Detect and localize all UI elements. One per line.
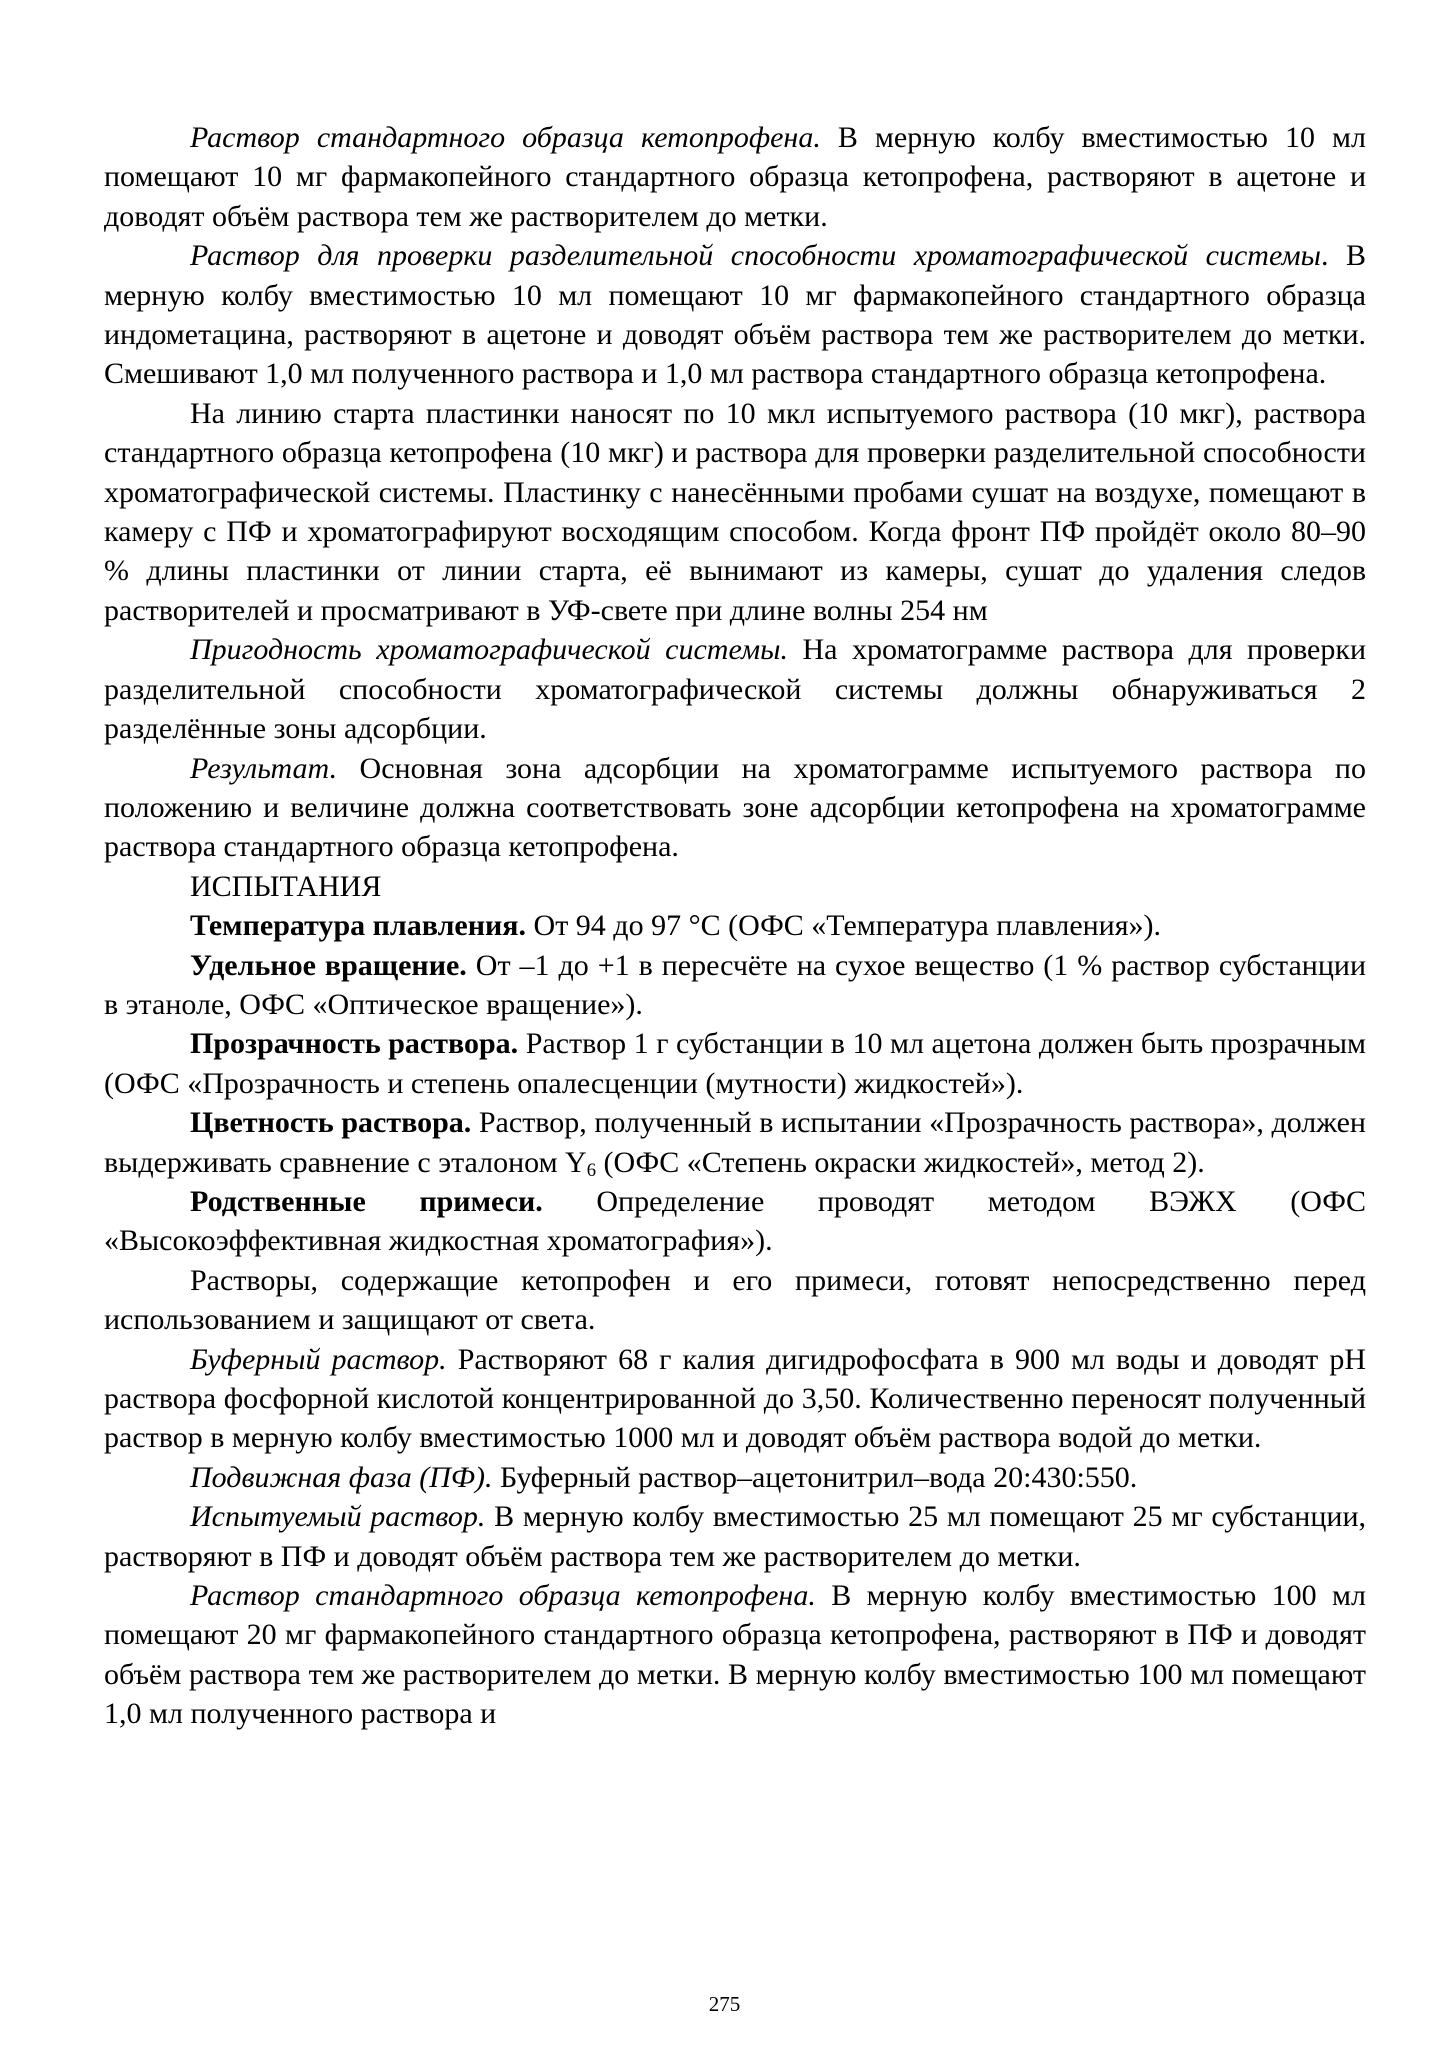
test-title: Цветность раствора. xyxy=(190,1106,472,1140)
paragraph-test-solution xyxy=(104,1497,1366,1576)
test-title: Температура плавления. xyxy=(190,909,527,943)
paragraph-text: В мерную колбу вместимостью 100 мл помещают 20 мг фармакопейного стандартного образца кетопрофена, растворяют в ПФ и доводят объём раствора тем же растворителем до метки. В мерную колбу вместимостью 100 мл помещают 1,0 мл полученного раствора и xyxy=(104,1579,1366,1731)
test-title: Прозрачность раствора. xyxy=(190,1027,519,1061)
section-heading-tests: ИСПЫТАНИЯ xyxy=(190,869,382,903)
test-title: Родственные примеси. xyxy=(190,1184,543,1218)
page-number: 275 xyxy=(708,1992,741,2016)
subscript: 6 xyxy=(586,1159,597,1181)
test-color xyxy=(104,1103,1366,1182)
paragraph-standard-solution xyxy=(104,118,1366,236)
test-text: (ОФС «Степень окраски жидкостей», метод 2). xyxy=(596,1145,1205,1179)
paragraph-lead: Подвижная фаза (ПФ). xyxy=(190,1460,493,1494)
page-body xyxy=(104,118,1366,1734)
paragraph-lead: Раствор стандартного образца кетопрофена. xyxy=(190,1579,816,1613)
test-related-impurities xyxy=(104,1182,1366,1261)
test-text: Раствор 1 г субстанции в 10 мл ацетона должен быть прозрачным (ОФС «Прозрачность и степень опалесценции (мутности) жидкостей»). xyxy=(104,1027,1366,1100)
paragraph-resolution-solution xyxy=(104,236,1366,394)
paragraph-lead: Результат. xyxy=(190,751,338,785)
paragraph-buffer-solution xyxy=(104,1340,1366,1458)
paragraph-text: В мерную колбу вместимостью 10 мл помещают 10 мг фармакопейного стандартного образца кетопрофена, растворяют в ацетоне и доводят объём раствора тем же растворителем до метки. xyxy=(104,121,1366,233)
paragraph-light-protection xyxy=(104,1261,1366,1340)
test-melting-point xyxy=(104,906,1366,945)
paragraph-text: Растворяют 68 г калия дигидрофосфата в 900 мл воды и доводят pH раствора фосфорной кислотой концентрированной до 3,50. Количественно переносят полученный раствор в мерную колбу вместимостью 1000 мл и доводят объём раствора водой до метки. xyxy=(104,1342,1366,1455)
test-text: От –1 до +1 в пересчёте на сухое вещество (1 % раствор субстанции в этаноле, ОФС «Оптическое вращение»). xyxy=(104,948,1366,1021)
test-text: Раствор, полученный в испытании «Прозрачность раствора», должен выдерживать сравнение с эталоном Y xyxy=(104,1106,1366,1179)
paragraph-result xyxy=(104,749,1366,867)
paragraph-text: Буферный раствор–ацетонитрил–вода 20:430:550. xyxy=(492,1460,1138,1494)
paragraph-text: . В мерную колбу вместимостью 10 мл помещают 10 мг фармакопейного стандартного образца индометацина, растворяют в ацетоне и доводят объём раствора тем же растворителем до метки. Смешивают 1,0 мл полученного раствора и 1,0 мл раствора стандартного образца кетопрофена. xyxy=(104,239,1367,391)
paragraph-text: В мерную колбу вместимостью 25 мл помещают 25 мг субстанции, растворяют в ПФ и доводят объём раствора тем же растворителем до метки. xyxy=(104,1500,1367,1573)
paragraph-text: На линию старта пластинки наносят по 10 мкл испытуемого раствора (10 мкг), раствора стандартного образца кетопрофена (10 мкг) и раствора для проверки разделительной способности хроматографической системы. Пластинку с нанесёнными пробами сушат на воздухе, помещают в камеру с ПФ и хроматографируют восходящим способом. Когда фронт ПФ пройдёт около 80–90 % длины пластинки от линии старта, её вынимают из камеры, сушат до удаления следов растворителей и просматривают в УФ-свете при длине волны 254 нм xyxy=(104,396,1366,627)
paragraph-tlc-procedure xyxy=(104,394,1366,630)
paragraph-reference-solution xyxy=(104,1576,1366,1734)
paragraph-lead: Испытуемый раствор. xyxy=(190,1500,486,1534)
paragraph-lead: Пригодность хроматографической системы. xyxy=(190,633,788,667)
paragraph-text: Растворы, содержащие кетопрофен и его примеси, готовят непосредственно перед использованием и защищают от света. xyxy=(104,1263,1366,1337)
test-title: Удельное вращение. xyxy=(190,948,467,982)
paragraph-mobile-phase xyxy=(104,1458,1366,1497)
paragraph-text: На хроматограмме раствора для проверки разделительной способности хроматографической системы должны обнаруживаться 2 разделённые зоны адсорбции. xyxy=(104,633,1367,746)
paragraph-system-suitability xyxy=(104,630,1366,748)
paragraph-text: Основная зона адсорбции на хроматограмме испытуемого раствора по положению и величине должна соответствовать зоне адсорбции кетопрофена на хроматограмме раствора стандартного образца кетопрофена. xyxy=(104,751,1366,864)
test-text: Определение проводят методом ВЭЖХ (ОФС «Высокоэффективная жидкостная хроматография»). xyxy=(104,1184,1366,1258)
test-specific-rotation xyxy=(104,946,1366,1025)
paragraph-lead: Раствор для проверки разделительной способности хроматографической системы xyxy=(190,239,1321,273)
test-text: От 94 до 97 °С (ОФС «Температура плавления»). xyxy=(526,909,1162,943)
paragraph-lead: Раствор стандартного образца кетопрофена. xyxy=(190,121,821,154)
test-clarity xyxy=(104,1024,1366,1103)
paragraph-lead: Буферный раствор. xyxy=(190,1342,447,1376)
